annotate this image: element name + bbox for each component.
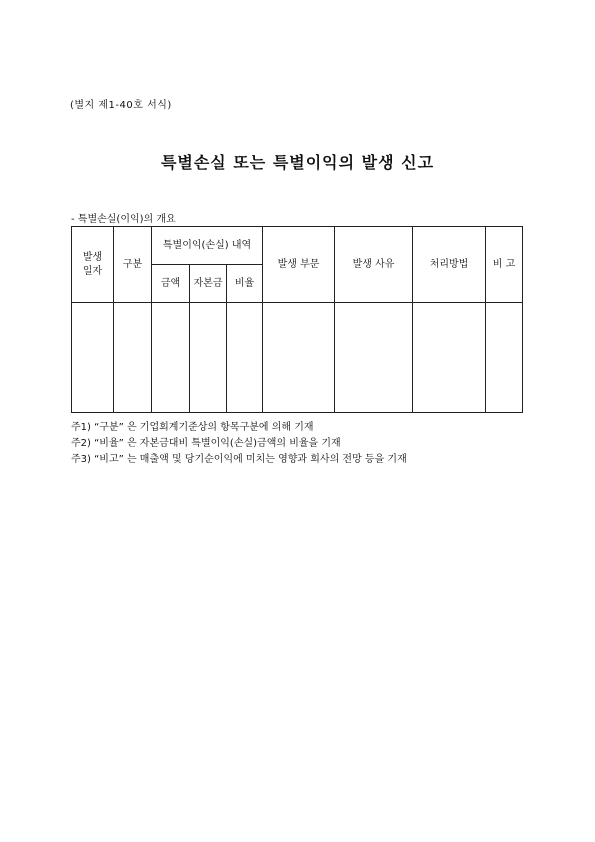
header-department: 발생 부문 [263, 227, 335, 303]
header-category: 구분 [114, 227, 152, 303]
header-detail-group: 특별이익(손실) 내역 [152, 227, 263, 265]
header-capital: 자본금 [190, 265, 227, 303]
header-reason: 발생 사유 [335, 227, 413, 303]
notes [71, 420, 407, 468]
header-ratio: 비율 [227, 265, 263, 303]
cell-amount [152, 303, 190, 413]
cell-ratio [227, 303, 263, 413]
report-table [71, 226, 523, 413]
header-date-line1: 발생 [82, 251, 103, 263]
cell-remarks [486, 303, 523, 413]
cell-category [114, 303, 152, 413]
cell-date [72, 303, 114, 413]
note-2: 주2) “비율” 은 자본금대비 특별이익(손실)금액의 비율을 기재 [71, 438, 341, 449]
note-1: 주1) “구분” 은 기업회계기준상의 항목구분에 의해 기재 [71, 422, 314, 433]
header-handling: 처리방법 [413, 227, 486, 303]
cell-handling [413, 303, 486, 413]
header-remarks: 비 고 [486, 227, 523, 303]
table-row [72, 303, 523, 413]
cell-department [263, 303, 335, 413]
section-heading: - 특별손실(이익)의 개요 [71, 214, 176, 225]
form-number: (별지 제1-40호 서식) [70, 100, 172, 111]
header-amount: 금액 [152, 265, 190, 303]
cell-reason [335, 303, 413, 413]
document-title: 특별손실 또는 특별이익의 발생 신고 [160, 153, 435, 172]
cell-capital [190, 303, 227, 413]
header-date-line2: 일자 [82, 265, 103, 277]
header-date [72, 227, 114, 303]
note-3: 주3) “비고” 는 매출액 및 당기순이익에 미치는 영향과 회사의 전망 등을 기재 [71, 454, 407, 465]
